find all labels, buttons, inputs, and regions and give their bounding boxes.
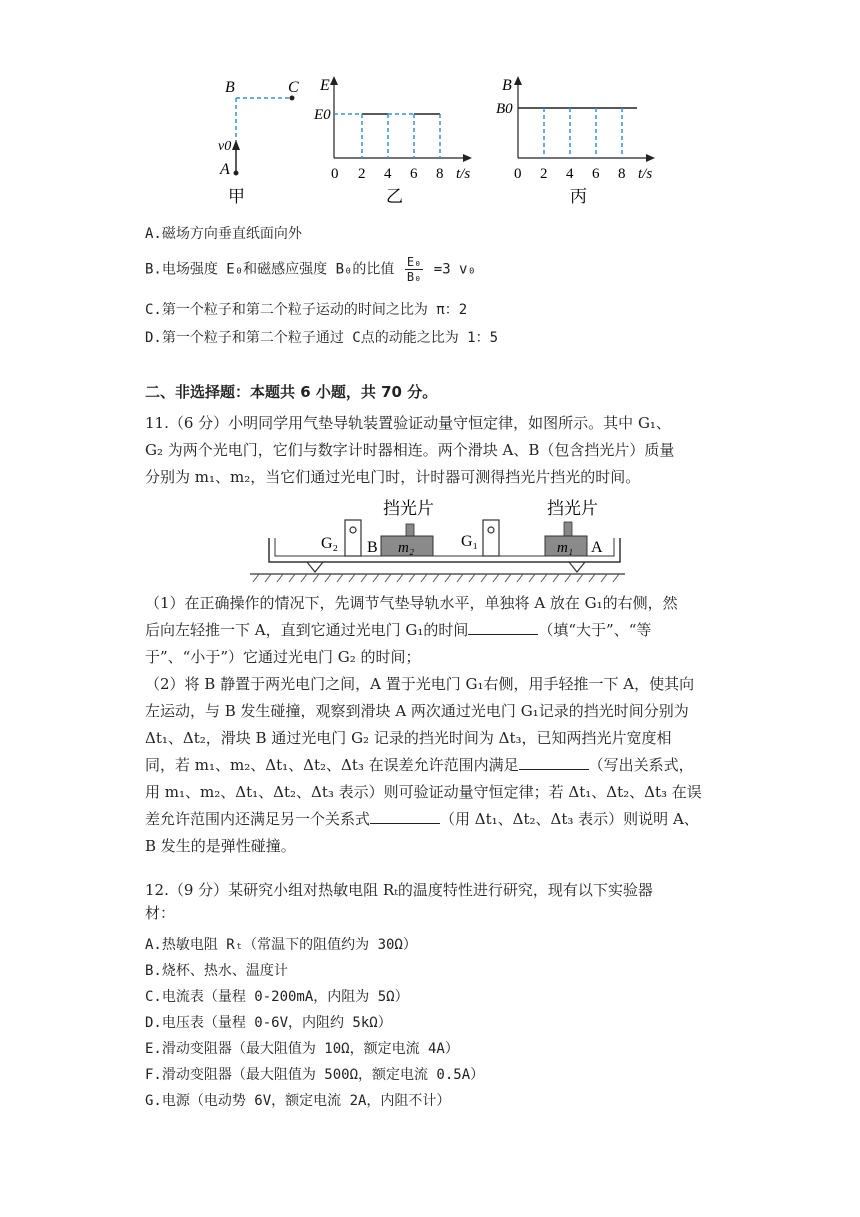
- equipment-item-g: G.电源（电动势 6V，额定电流 2A，内阻不计）: [145, 1093, 451, 1109]
- caption-yi: 乙: [386, 187, 403, 206]
- level-E0: E0: [314, 107, 331, 123]
- tick-8: 8: [618, 166, 626, 182]
- equipment-item-b: B.烧杯、热水、温度计: [145, 963, 288, 979]
- figure-bing: [496, 76, 655, 206]
- q11-line: （2）将 B 静置于两光电门之间，A 置于光电门 G₁右侧，用手轻推一下 A，使其向: [145, 675, 695, 693]
- equipment-item-f: F.滑动变阻器（最大阻值为 500Ω，额定电流 0.5A）: [145, 1067, 485, 1083]
- caption-jia: 甲: [228, 187, 245, 206]
- label-A: A: [220, 161, 230, 178]
- gate-g2-label: G₂: [321, 535, 339, 552]
- q11-line: [145, 617, 720, 644]
- gate-g1-label: G₁: [461, 533, 479, 550]
- q11-text: （填“大于”、“等: [538, 621, 652, 639]
- tick-2: 2: [358, 166, 366, 182]
- label-v0: v0: [218, 139, 232, 154]
- tick-6: 6: [410, 166, 418, 182]
- tick-8: 8: [436, 166, 444, 182]
- field-figures: [200, 68, 680, 208]
- slider-b-label: B: [367, 539, 378, 556]
- figure-jia: [218, 79, 299, 206]
- tick-0: 0: [331, 166, 339, 182]
- equipment-item-d: D.电压表（量程 0-6V，内阻约 5kΩ）: [145, 1015, 392, 1031]
- q11-line: 于”、“小于”）它通过光电门 G₂ 的时间；: [145, 648, 421, 666]
- answer-blank-3[interactable]: [370, 809, 440, 824]
- q11-line: 分别为 m₁、m₂，当它们通过光电门时，计时器可测得挡光片挡光的时间。: [145, 468, 641, 486]
- slider-a-label: A: [591, 539, 603, 556]
- option-a: A.磁场方向垂直纸面向外: [145, 226, 302, 242]
- q11-part1: [145, 590, 720, 671]
- q11-line: G₂ 为两个光电门，它们与数字计时器相连。两个滑块 A、B（包含挡光片）质量: [145, 441, 675, 459]
- option-b-text: B.电场强度 E₀和磁感应强度 B₀的比值: [145, 261, 395, 278]
- q11-part2: [145, 671, 720, 860]
- slider-a-mass: m₁: [557, 540, 574, 556]
- tick-4: 4: [566, 166, 574, 182]
- label-C: C: [288, 79, 299, 96]
- q11-text: 差允许范围内还满足另一个关系式: [145, 810, 371, 828]
- q12-intro: [145, 877, 720, 927]
- option-b: [145, 255, 476, 284]
- answer-blank-2[interactable]: [519, 755, 589, 770]
- equipment-item-e: E.滑动变阻器（最大阻值为 10Ω，额定电流 4A）: [145, 1041, 459, 1057]
- option-d: D.第一个粒子和第二个粒子通过 C点的动能之比为 1：5: [145, 330, 498, 346]
- axis-t: t/s: [638, 166, 653, 182]
- option-c: C.第一个粒子和第二个粒子运动的时间之比为 π：2: [145, 302, 468, 318]
- q11-line: 用 m₁、m₂、Δt₁、Δt₂、Δt₃ 表示）则可验证动量守恒定律；若 Δt₁、Δt₂、Δt₃ 在误: [145, 783, 702, 801]
- tick-0: 0: [514, 166, 522, 182]
- q11-line: [145, 752, 720, 779]
- air-track-figure: [245, 494, 630, 584]
- answer-blank-1[interactable]: [468, 620, 538, 635]
- level-B0: B0: [496, 101, 513, 117]
- q12-line: 材：: [145, 904, 176, 922]
- figure-yi: [313, 76, 472, 206]
- q11-text: （写出关系式，: [588, 756, 694, 774]
- tick-4: 4: [384, 166, 392, 182]
- section-title: 二、非选择题：本题共 6 小题，共 70 分。: [145, 383, 438, 401]
- fraction-e0-b0: [405, 255, 423, 284]
- shutter-label-left: 挡光片: [383, 499, 434, 518]
- q11-intro: [145, 410, 720, 491]
- axis-E: E: [320, 77, 330, 94]
- tick-2: 2: [540, 166, 548, 182]
- q11-text: （用 Δt₁、Δt₂、Δt₃ 表示）则说明 A、: [440, 810, 699, 828]
- axis-B: B: [502, 77, 512, 94]
- tick-6: 6: [592, 166, 600, 182]
- q12-line: 12.（9 分）某研究小组对热敏电阻 Rₜ的温度特性进行研究，现有以下实验器: [145, 881, 653, 899]
- q11-text: 同，若 m₁、m₂、Δt₁、Δt₂、Δt₃ 在误差允许范围内满足: [145, 756, 519, 774]
- q11-line: B 发生的是弹性碰撞。: [145, 837, 296, 855]
- label-B: B: [225, 79, 235, 96]
- axis-t: t/s: [456, 166, 471, 182]
- q11-line: Δt₁、Δt₂，滑块 B 通过光电门 G₂ 记录的挡光时间为 Δt₃，已知两挡光片宽度相: [145, 729, 672, 747]
- fraction-denominator: B₀: [406, 270, 422, 284]
- caption-bing: 丙: [570, 187, 587, 206]
- shutter-label-right: 挡光片: [547, 499, 598, 518]
- equipment-item-c: C.电流表（量程 0-200mA，内阻为 5Ω）: [145, 989, 409, 1005]
- fraction-numerator: E₀: [406, 255, 422, 269]
- option-b-value: =3 v₀: [433, 261, 476, 278]
- q11-line: [145, 806, 720, 833]
- q11-text: 后向左轻推一下 A，直到它通过光电门 G₁的时间: [145, 621, 469, 639]
- equipment-item-a: A.热敏电阻 Rₜ（常温下的阻值约为 30Ω）: [145, 937, 417, 953]
- q11-line: 11.（6 分）小明同学用气垫导轨装置验证动量守恒定律，如图所示。其中 G₁、: [145, 414, 671, 432]
- q11-line: 左运动，与 B 发生碰撞，观察到滑块 A 两次通过光电门 G₁记录的挡光时间分别为: [145, 702, 689, 720]
- q11-line: （1）在正确操作的情况下，先调节气垫导轨水平，单独将 A 放在 G₁的右侧，然: [145, 594, 678, 612]
- slider-b-mass: m₂: [398, 540, 415, 556]
